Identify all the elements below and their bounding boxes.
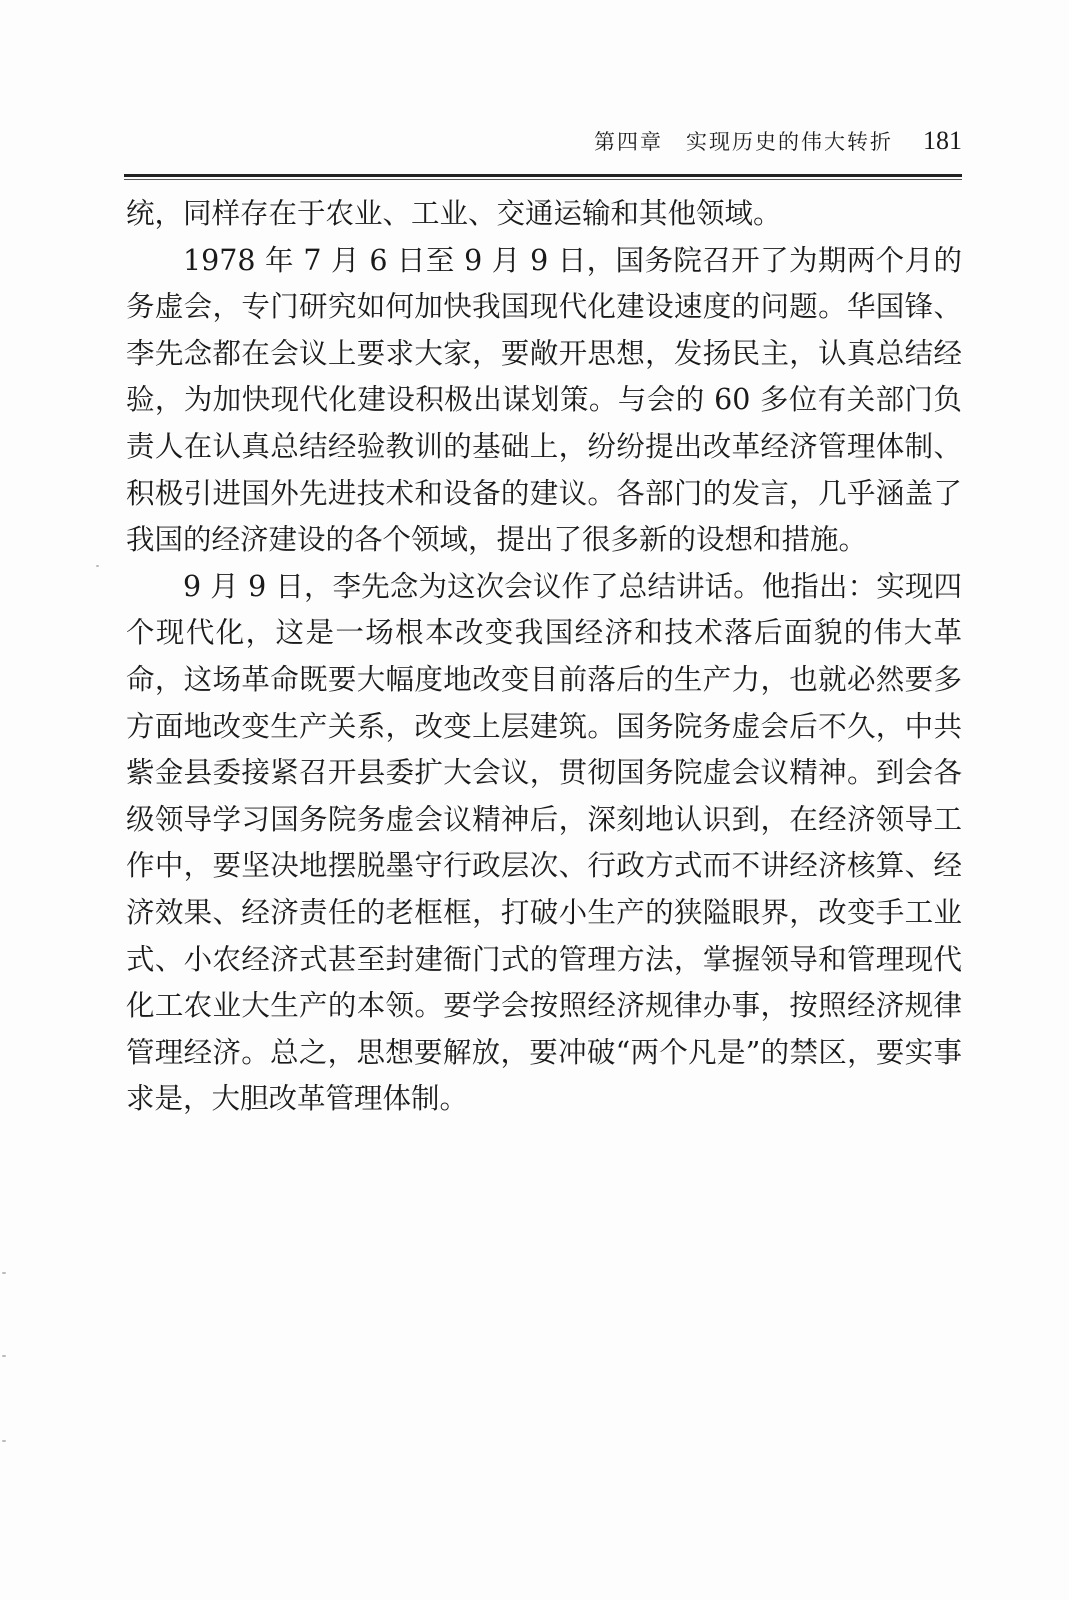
scan-speck [2, 1272, 6, 1274]
paragraph: 1978 年 7 月 6 日至 9 月 9 日，国务院召开了为期两个月的务虚会，专门研究如何加快我国现代化建设速度的问题。华国锋、李先念都在会议上要求大家，要敞开思想，发扬民主，认真总结经验，为加快现代化建设积极出谋划策。与会的 60 多位有关部门负责人在认真总结经验教训的基础上，纷纷提出改革经济管理体制、积极引进国外先进技术和设备的建议。各部门的发言，几乎涵盖了我国的经济建设的各个领域，提出了很多新的设想和措施。 [126, 243, 962, 557]
chapter-title: 第四章 实现历史的伟大转折 [594, 130, 893, 154]
header-rule-thin [124, 179, 962, 180]
page-number: 181 [923, 126, 962, 155]
body-text [126, 191, 962, 1123]
scan-speck [2, 1355, 6, 1357]
header-rule-thick [124, 174, 962, 177]
scan-speck [96, 565, 99, 567]
paragraph: 9 月 9 日，李先念为这次会议作了总结讲话。他指出：实现四个现代化，这是一场根本改变我国经济和技术落后面貌的伟大革命，这场革命既要大幅度地改变目前落后的生产力，也就必然要多方面地改变生产关系，改变上层建筑。国务院务虚会后不久，中共紫金县委接紧召开县委扩大会议，贯彻国务院虚会议精神。到会各级领导学习国务院务虚会议精神后，深刻地认识到，在经济领导工作中，要坚决地摆脱墨守行政层次、行政方式而不讲经济核算、经济效果、经济责任的老框框，打破小生产的狭隘眼界，改变手工业式、小农经济式甚至封建衙门式的管理方法，掌握领导和管理现代化工农业大生产的本领。要学会按照经济规律办事，按照经济规律管理经济。总之，思想要解放，要冲破“两个凡是”的禁区，要实事求是，大胆改革管理体制。 [126, 569, 962, 1116]
scan-speck [2, 1440, 6, 1442]
running-header [126, 126, 962, 166]
paragraph-continued: 统，同样存在于农业、工业、交通运输和其他领域。 [126, 197, 782, 230]
